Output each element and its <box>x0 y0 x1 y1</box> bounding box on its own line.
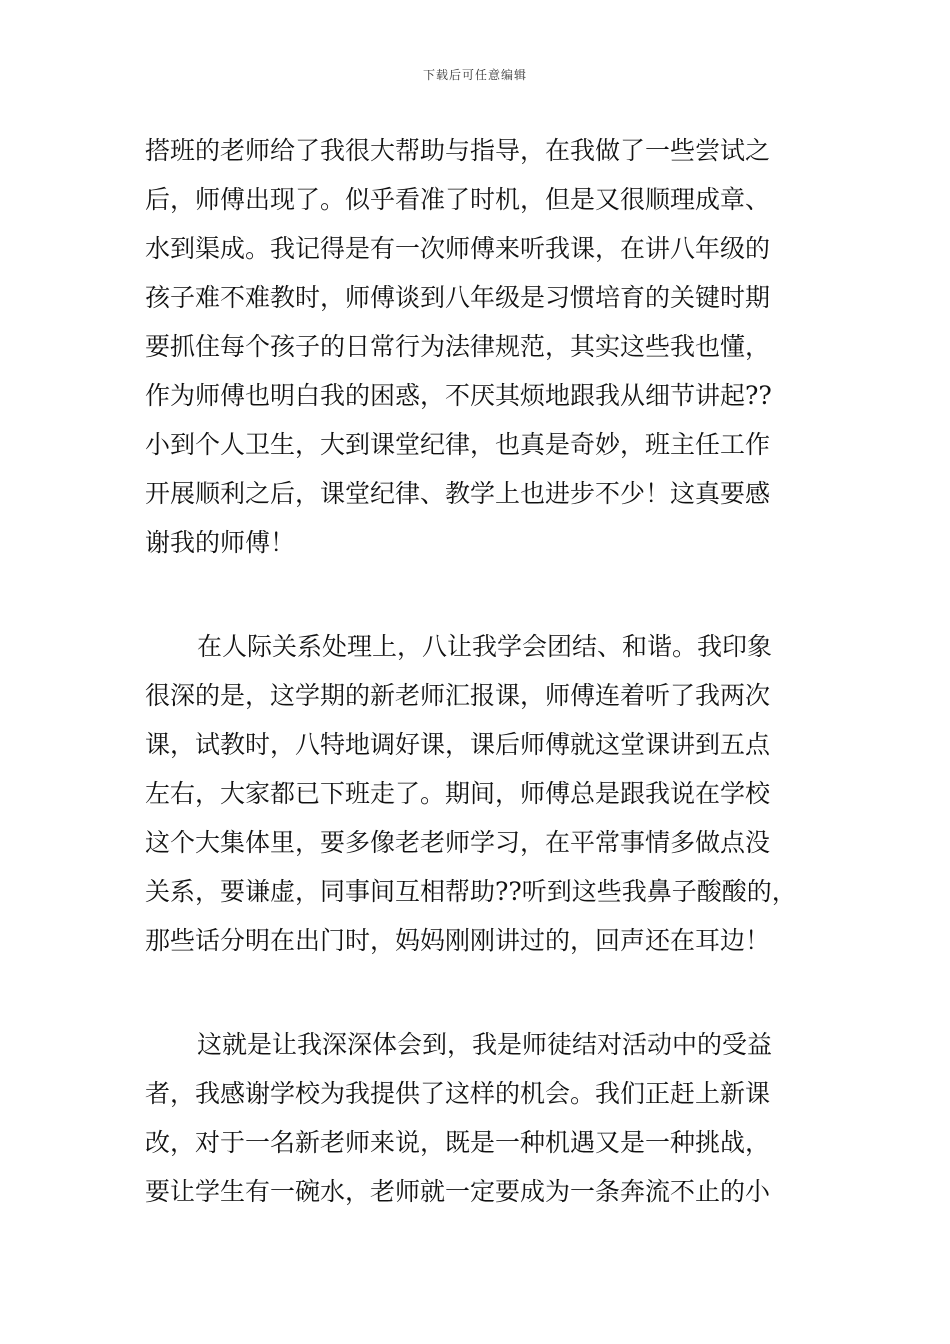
text-line: 开展顺利之后，课堂纪律、教学上也进步不少！这真要感 <box>145 479 771 508</box>
text-line: 谢我的师傅！ <box>145 528 296 557</box>
text-line: 小到个人卫生，大到课堂纪律，也真是奇妙，班主任工作 <box>145 430 771 459</box>
text-line: 左右，大家都已下班走了。期间，师傅总是跟我说在学校 <box>145 779 771 808</box>
text-line: 这就是让我深深体会到，我是师徒结对活动中的受益 <box>197 1030 773 1059</box>
text-line: 者，我感谢学校为我提供了这样的机会。我们正赶上新课 <box>145 1079 771 1108</box>
page-header: 下载后可任意编辑 <box>422 68 527 82</box>
text-line: 作为师傅也明白我的困惑，不厌其烦地跟我从细节讲起?? <box>145 381 772 410</box>
text-line: 很深的是，这学期的新老师汇报课，师傅连着听了我两次 <box>145 681 771 710</box>
text-line: 在人际关系处理上，八让我学会团结、和谐。我印象 <box>197 632 773 661</box>
text-line: 关系，要谦虚，同事间互相帮助??听到这些我鼻子酸酸的， <box>145 877 797 906</box>
text-line: 后，师傅出现了。似乎看准了时机，但是又很顺理成章、 <box>145 185 771 214</box>
text-line: 改，对于一名新老师来说，既是一种机遇又是一种挑战， <box>145 1128 771 1157</box>
text-line: 孩子难不难教时，师傅谈到八年级是习惯培育的关键时期 <box>145 283 771 312</box>
text-line: 搭班的老师给了我很大帮助与指导，在我做了一些尝试之 <box>145 136 771 165</box>
text-line: 这个大集体里，要多像老老师学习，在平常事情多做点没 <box>145 828 771 857</box>
text-line: 水到渠成。我记得是有一次师傅来听我课，在讲八年级的 <box>145 234 771 263</box>
text-line: 要抓住每个孩子的日常行为法律规范，其实这些我也懂， <box>145 332 771 361</box>
text-line: 课，试教时，八特地调好课，课后师傅就这堂课讲到五点 <box>145 730 771 759</box>
text-line: 那些话分明在出门时，妈妈刚刚讲过的，回声还在耳边！ <box>145 926 771 955</box>
text-line: 要让学生有一碗水，老师就一定要成为一条奔流不止的小 <box>145 1177 771 1206</box>
